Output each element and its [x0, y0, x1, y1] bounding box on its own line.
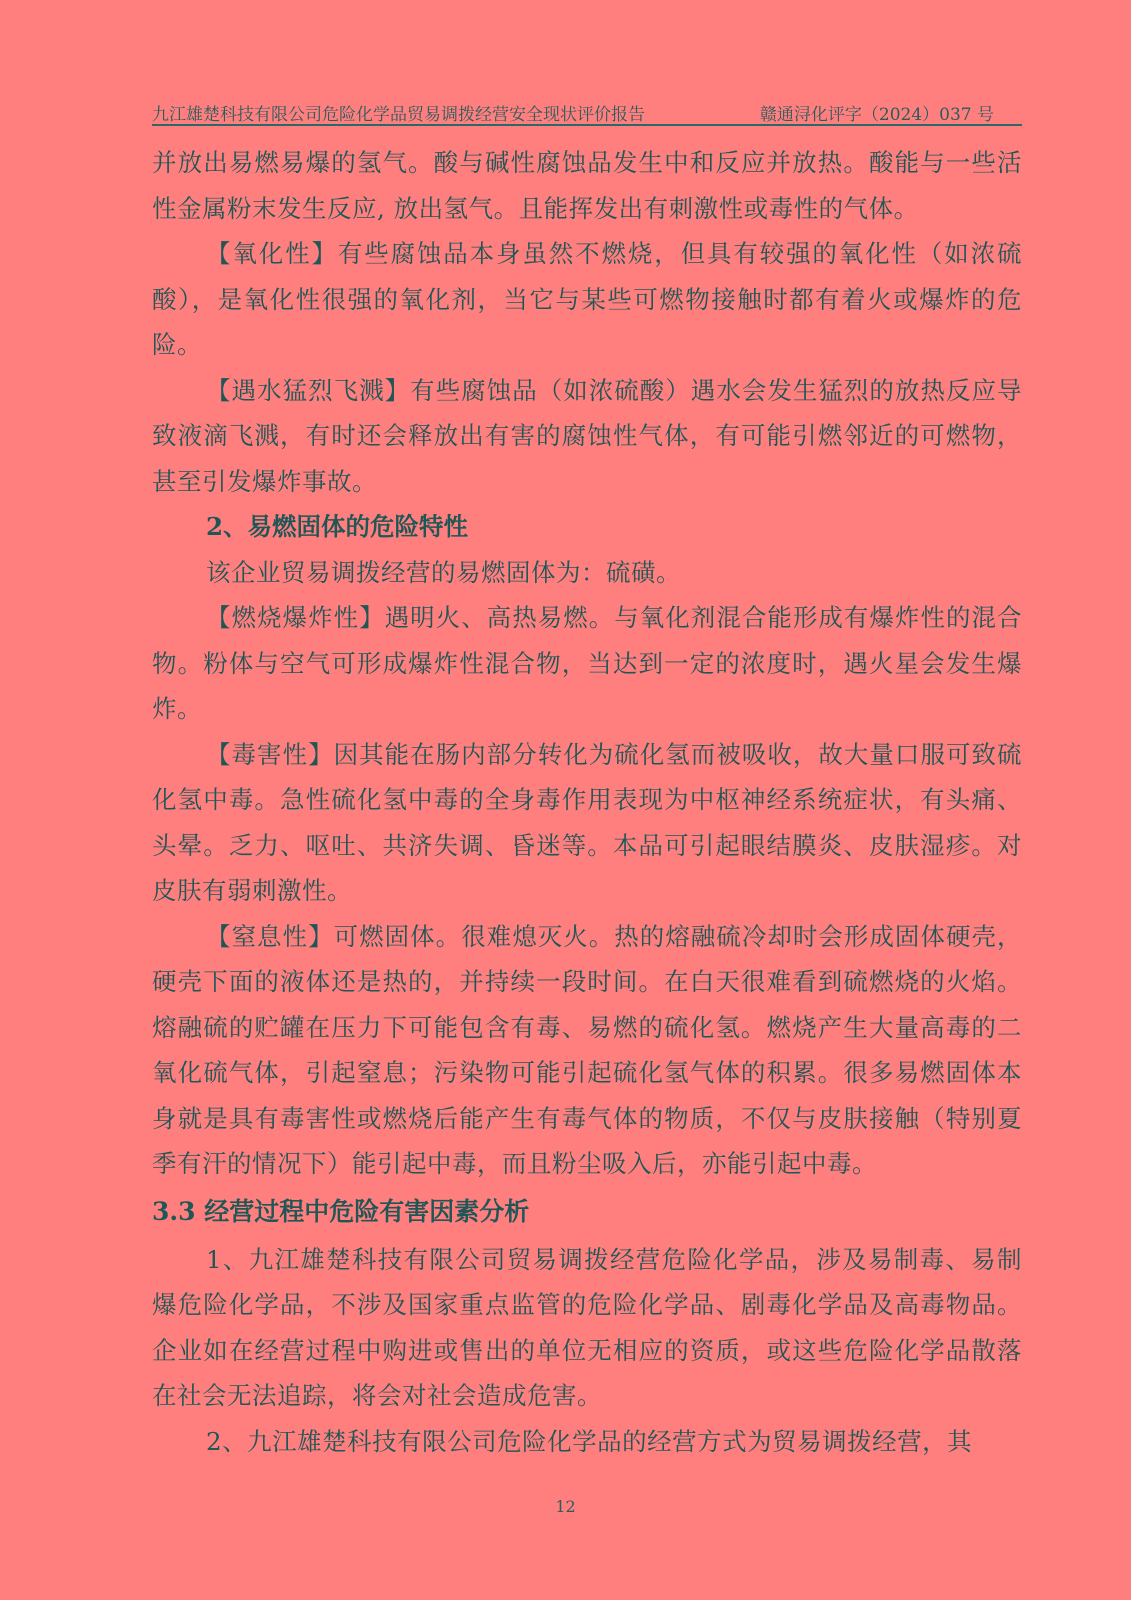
section-heading-3-3: 3.3 经营过程中危险有害因素分析 — [152, 1196, 530, 1226]
page-number: 12 — [555, 1497, 576, 1516]
paragraph-toxicity: 【毒害性】因其能在肠内部分转化为硫化氢而被吸收，故大量口服可致硫化氢中毒。急性硫化氢中毒的全身毒作用表现为中枢神经系统症状，有头痛、头晕。乏力、呕吐、共济失调、昏迷等。本品可引起眼结膜炎、皮肤湿疹。对皮肤有弱刺激性。 — [152, 739, 1022, 905]
subheading-flammable-solids: 2、易燃固体的危险特性 — [206, 512, 469, 541]
paragraph-asphyxiation: 【窒息性】可燃固体。很难熄灭火。热的熔融硫冷却时会形成固体硬壳，硬壳下面的液体还是热的，并持续一段时间。在白天很难看到硫燃烧的火焰。熔融硫的贮罐在压力下可能包含有毒、易燃的硫化氢。燃烧产生大量高毒的二氧化硫气体，引起窒息；污染物可能引起硫化氢气体的积累。很多易燃固体本身就是具有毒害性或燃烧后能产生有毒气体的物质，不仅与皮肤接触（特别夏季有汗的情况下）能引起中毒，而且粉尘吸入后，亦能引起中毒。 — [152, 921, 1022, 1178]
paragraph-oxidizing: 【氧化性】有些腐蚀品本身虽然不燃烧，但具有较强的氧化性（如浓硫酸），是氧化性很强的氧化剂，当它与某些可燃物接触时都有着火或爆炸的危险。 — [152, 239, 1022, 359]
document-number: 赣通浔化评字（2024）037 号 — [759, 105, 994, 125]
paragraph-point-1: 1、九江雄楚科技有限公司贸易调拨经营危险化学品，涉及易制毒、易制爆危险化学品，不涉及国家重点监管的危险化学品、剧毒化学品及高毒物品。企业如在经营过程中购进或售出的单位无相应的资质，或这些危险化学品散落在社会无法追踪，将会对社会造成危害。 — [152, 1244, 1022, 1410]
page-header — [152, 100, 1022, 124]
report-title: 九江雄楚科技有限公司危险化学品贸易调拨经营安全现状评价报告 — [152, 105, 645, 125]
paragraph-water-splash: 【遇水猛烈飞溅】有些腐蚀品（如浓硫酸）遇水会发生猛烈的放热反应导致液滴飞溅，有时还会释放出有害的腐蚀性气体，有可能引燃邻近的可燃物，甚至引发爆炸事故。 — [152, 375, 1022, 496]
page-body — [152, 140, 1022, 1464]
paragraph-hydrogen-release: 并放出易燃易爆的氢气。酸与碱性腐蚀品发生中和反应并放热。酸能与一些活性金属粉末发生反应, 放出氢气。且能挥发出有刺激性或毒性的气体。 — [152, 148, 1022, 223]
paragraph-sulfur-intro: 该企业贸易调拨经营的易燃固体为：硫磺。 — [206, 557, 681, 587]
header-divider — [152, 124, 1022, 126]
paragraph-point-2: 2、九江雄楚科技有限公司危险化学品的经营方式为贸易调拨经营，其 — [206, 1426, 973, 1456]
paragraph-combustion-explosion: 【燃烧爆炸性】遇明火、高热易燃。与氧化剂混合能形成有爆炸性的混合物。粉体与空气可形成爆炸性混合物，当达到一定的浓度时，遇火星会发生爆炸。 — [152, 603, 1022, 723]
